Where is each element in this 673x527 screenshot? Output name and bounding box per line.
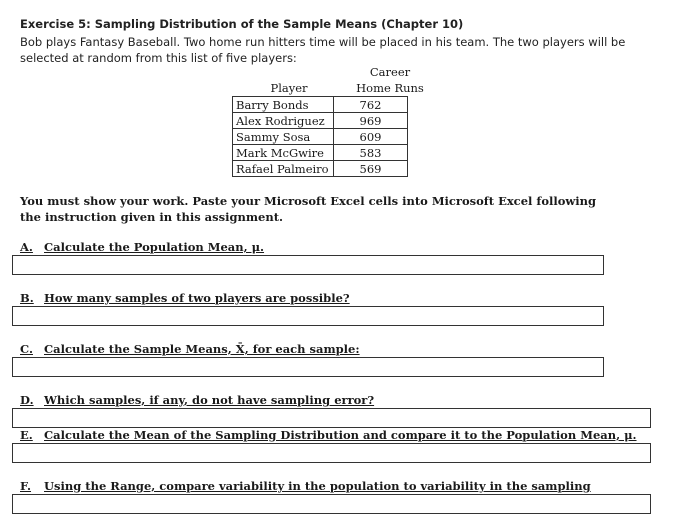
question-text: Calculate the Sample Means, X̄, for each sample: xyxy=(44,342,360,356)
instructions: You must show your work. Paste your Microsoft Excel cells into Microsoft Excel following the instruction given in this assignment. xyxy=(20,194,597,224)
question-c xyxy=(20,342,360,356)
question-a xyxy=(20,240,264,254)
player-name: Alex Rodriguez xyxy=(233,113,334,129)
table-row xyxy=(233,113,408,129)
table-header-career: Career xyxy=(369,65,411,79)
question-letter: B. xyxy=(20,291,34,305)
question-text: Calculate the Population Mean, μ. xyxy=(44,240,265,254)
question-letter: D. xyxy=(20,393,34,407)
answer-box-a[interactable] xyxy=(12,255,604,275)
home-runs-value: 569 xyxy=(334,161,408,177)
question-text: Which samples, if any, do not have sampling error? xyxy=(44,393,375,407)
question-e xyxy=(20,428,637,442)
answer-box-b[interactable] xyxy=(12,306,604,326)
question-b xyxy=(20,291,350,305)
player-name: Mark McGwire xyxy=(233,145,334,161)
exercise-title: Exercise 5: Sampling Distribution of the Sample Means (Chapter 10) xyxy=(20,17,464,31)
question-text: Calculate the Mean of the Sampling Distribution and compare it to the Population Mean, μ. xyxy=(44,428,637,442)
question-letter: A. xyxy=(20,240,33,254)
table-header-player: Player xyxy=(270,81,308,95)
question-letter: E. xyxy=(20,428,33,442)
home-runs-value: 583 xyxy=(334,145,408,161)
answer-box-d[interactable] xyxy=(12,408,651,428)
table-row xyxy=(233,161,408,177)
answer-box-e[interactable] xyxy=(12,443,651,463)
question-letter: F. xyxy=(20,479,32,493)
question-text: How many samples of two players are possible? xyxy=(44,291,350,305)
answer-box-c[interactable] xyxy=(12,357,604,377)
player-name: Sammy Sosa xyxy=(233,129,334,145)
exercise-intro: Bob plays Fantasy Baseball. Two home run hitters time will be placed in his team. The two players will be selected at random from this list of five players: xyxy=(20,35,626,65)
table-row xyxy=(233,129,408,145)
table-header-home-runs: Home Runs xyxy=(356,81,424,95)
answer-box-f[interactable] xyxy=(12,494,651,514)
question-letter: C. xyxy=(20,342,33,356)
table-row xyxy=(233,145,408,161)
question-d xyxy=(20,393,374,407)
player-name: Barry Bonds xyxy=(233,97,334,113)
player-name: Rafael Palmeiro xyxy=(233,161,334,177)
home-runs-value: 609 xyxy=(334,129,408,145)
players-table xyxy=(232,96,408,177)
table-row xyxy=(233,97,408,113)
home-runs-value: 762 xyxy=(334,97,408,113)
home-runs-value: 969 xyxy=(334,113,408,129)
question-text: Using the Range, compare variability in the population to variability in the sampling xyxy=(44,479,591,493)
